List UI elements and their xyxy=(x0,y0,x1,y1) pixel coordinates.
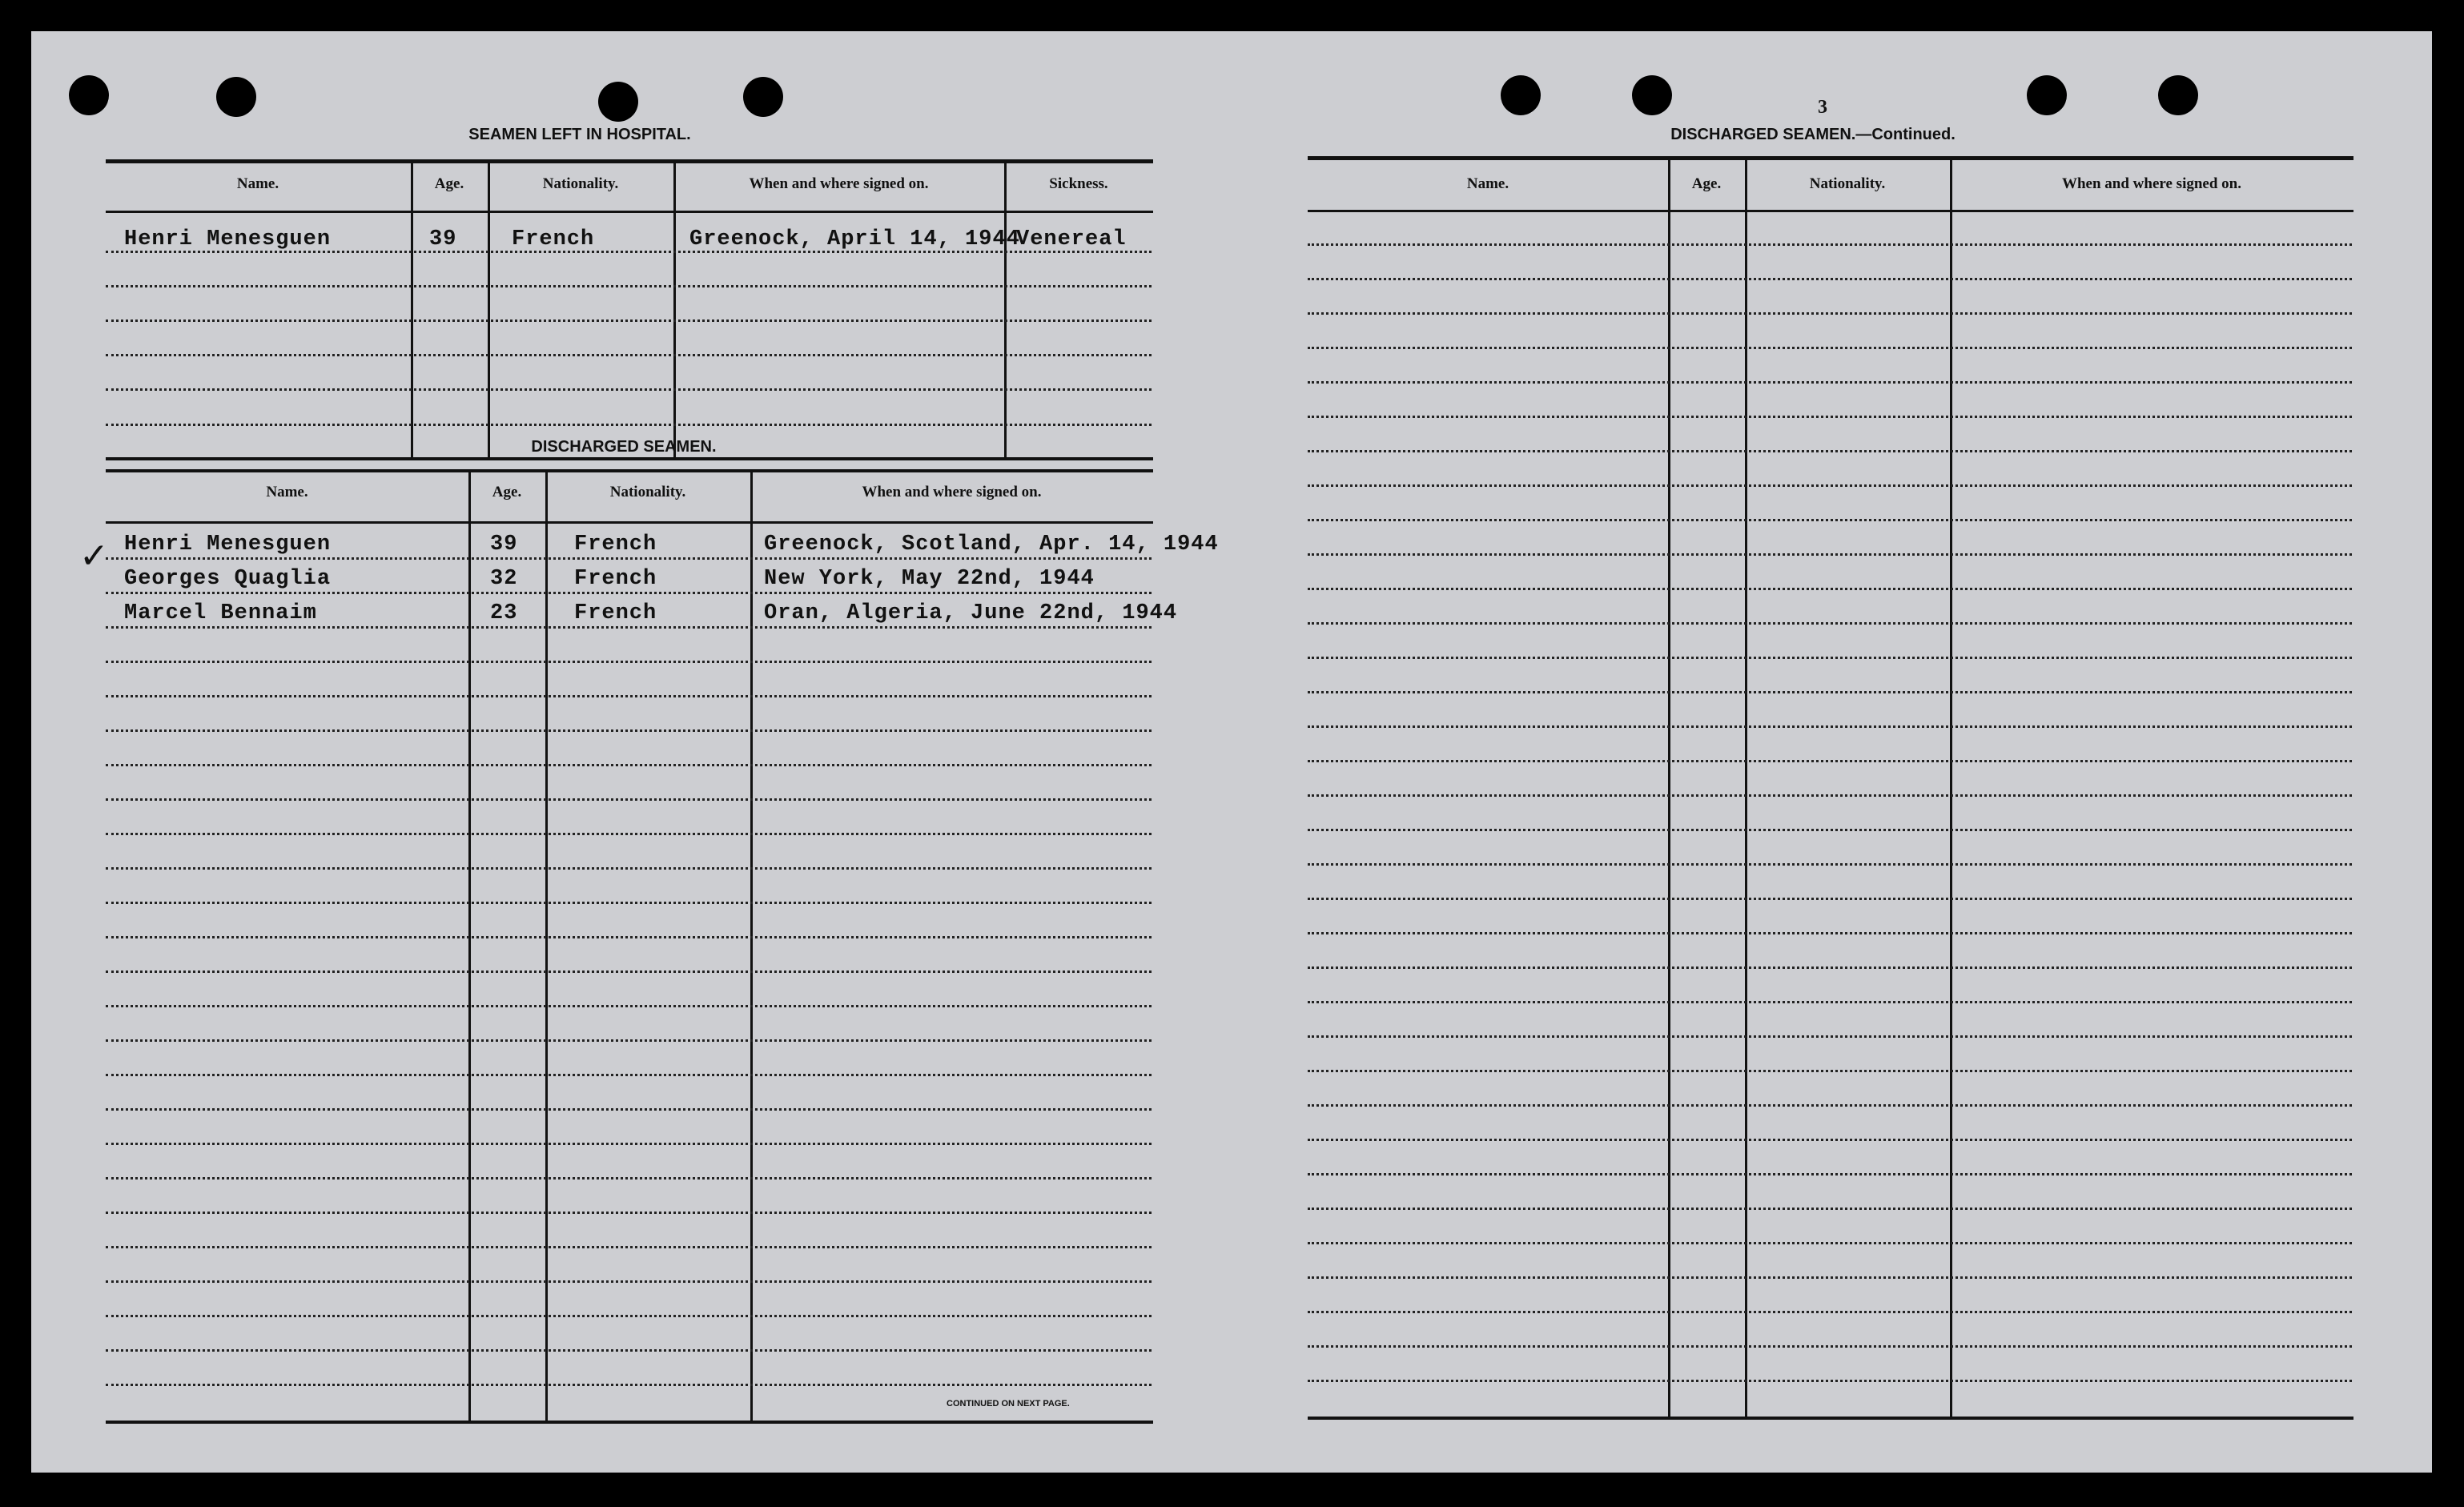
ruled-line xyxy=(1308,1208,2352,1210)
header-bottom-rule xyxy=(1308,210,2353,212)
discharged-row-signed-on: Greenock, Scotland, Apr. 14, 1944 xyxy=(764,532,1219,557)
ruled-line xyxy=(106,1074,1152,1076)
discharged-row-age: 32 xyxy=(490,567,518,591)
ruled-line xyxy=(1308,691,2352,693)
column-divider xyxy=(545,471,548,1421)
column-divider xyxy=(673,161,676,460)
binder-hole xyxy=(2158,75,2198,115)
ruled-line xyxy=(1308,1035,2352,1038)
ruled-line xyxy=(1308,898,2352,900)
binder-hole xyxy=(69,75,109,115)
ruled-line xyxy=(106,1212,1152,1214)
ruled-line xyxy=(1308,519,2352,521)
hospital-row-age: 39 xyxy=(429,227,457,251)
discharged-row-nationality: French xyxy=(574,567,657,591)
table-bottom-rule xyxy=(106,457,1153,460)
right-header-name: Name. xyxy=(1466,175,1509,192)
ruled-line xyxy=(106,729,1152,732)
header-bottom-rule xyxy=(106,211,1153,213)
ruled-line xyxy=(106,1246,1152,1248)
ruled-line xyxy=(106,1349,1152,1352)
discharged-row-nationality: French xyxy=(574,532,657,557)
hospital-row-sickness: Venereal xyxy=(1016,227,1127,251)
ruled-line xyxy=(106,388,1152,391)
hospital-row-name: Henri Menesguen xyxy=(124,227,332,251)
discharged-header-nationality: Nationality. xyxy=(609,484,686,500)
binder-hole xyxy=(743,77,783,117)
ruled-line xyxy=(1308,1311,2352,1313)
ruled-line xyxy=(106,319,1152,322)
ruled-line xyxy=(1308,1139,2352,1141)
right-header-age: Age. xyxy=(1691,175,1722,192)
ruled-line xyxy=(1308,450,2352,452)
hospital-row-nationality: French xyxy=(512,227,595,251)
discharged-header-age: Age. xyxy=(492,484,522,500)
page-number: 3 xyxy=(1818,97,1827,118)
ruled-line xyxy=(1308,1242,2352,1244)
ruled-line xyxy=(1308,1173,2352,1175)
ruled-line xyxy=(1308,381,2352,384)
ruled-line xyxy=(1308,794,2352,797)
right-section-title: DISCHARGED SEAMEN.—Continued. xyxy=(1670,126,1956,143)
column-divider xyxy=(1004,161,1007,460)
ruled-line xyxy=(106,936,1152,938)
discharged-row-name: Henri Menesguen xyxy=(124,532,332,557)
ruled-line xyxy=(1308,725,2352,728)
ruled-line xyxy=(106,354,1152,356)
ruled-line xyxy=(1308,416,2352,418)
column-divider xyxy=(750,471,753,1421)
ruled-line xyxy=(106,1177,1152,1179)
binder-hole xyxy=(598,82,638,122)
column-divider xyxy=(411,161,413,460)
discharged-row-age: 39 xyxy=(490,532,518,557)
continued-footer: CONTINUED ON NEXT PAGE. xyxy=(947,1399,1070,1409)
table-bottom-rule xyxy=(1308,1417,2353,1420)
document-sheet xyxy=(31,31,2432,1473)
ruled-line xyxy=(106,557,1152,560)
ruled-line xyxy=(106,902,1152,904)
header-bottom-rule xyxy=(106,521,1153,524)
ruled-line xyxy=(1308,312,2352,315)
ruled-line xyxy=(1308,863,2352,866)
ruled-line xyxy=(106,1280,1152,1283)
ruled-line xyxy=(106,1384,1152,1386)
column-divider xyxy=(488,161,490,460)
ruled-line xyxy=(106,285,1152,287)
hospital-row-signed-on: Greenock, April 14, 1944 xyxy=(689,227,1020,251)
ruled-line xyxy=(1308,1345,2352,1348)
ruled-line xyxy=(1308,622,2352,625)
ruled-line xyxy=(1308,553,2352,556)
discharged-header-signed-on: When and where signed on. xyxy=(862,484,1042,500)
binder-hole xyxy=(2027,75,2067,115)
ruled-line xyxy=(1308,1276,2352,1279)
ruled-line xyxy=(106,1315,1152,1317)
ruled-line xyxy=(106,764,1152,766)
ruled-line xyxy=(106,661,1152,663)
hospital-header-nationality: Nationality. xyxy=(542,175,619,192)
ruled-line xyxy=(1308,1380,2352,1382)
binder-hole xyxy=(1632,75,1672,115)
ruled-line xyxy=(106,867,1152,870)
ruled-line xyxy=(106,1108,1152,1111)
hospital-section-title: SEAMEN LEFT IN HOSPITAL. xyxy=(468,126,691,143)
discharged-header-name: Name. xyxy=(266,484,308,500)
hospital-header-name: Name. xyxy=(236,175,279,192)
table-top-rule xyxy=(1308,156,2353,160)
ruled-line xyxy=(1308,1104,2352,1107)
hospital-header-sickness: Sickness. xyxy=(1049,175,1108,192)
ruled-line xyxy=(1308,760,2352,762)
ruled-line xyxy=(1308,484,2352,487)
discharged-row-name: Georges Quaglia xyxy=(124,567,332,591)
discharged-row-name: Marcel Bennaim xyxy=(124,601,317,625)
ruled-line xyxy=(106,1039,1152,1042)
right-header-nationality: Nationality. xyxy=(1809,175,1886,192)
discharged-row-nationality: French xyxy=(574,601,657,625)
discharged-section-title: DISCHARGED SEAMEN. xyxy=(531,438,717,456)
ruled-line xyxy=(1308,1070,2352,1072)
ruled-line xyxy=(106,626,1152,629)
discharged-row-signed-on: Oran, Algeria, June 22nd, 1944 xyxy=(764,601,1178,625)
ruled-line xyxy=(106,424,1152,426)
ruled-line xyxy=(106,592,1152,594)
ruled-line xyxy=(106,695,1152,697)
binder-hole xyxy=(1501,75,1541,115)
ruled-line xyxy=(1308,932,2352,934)
binder-hole xyxy=(216,77,256,117)
hospital-header-age: Age. xyxy=(434,175,464,192)
ruled-line xyxy=(106,833,1152,835)
ruled-line xyxy=(1308,243,2352,246)
hospital-header-signed-on: When and where signed on. xyxy=(749,175,929,192)
ruled-line xyxy=(1308,657,2352,659)
ruled-line xyxy=(1308,347,2352,349)
ruled-line xyxy=(106,1143,1152,1145)
discharged-row-age: 23 xyxy=(490,601,518,625)
right-header-signed-on: When and where signed on. xyxy=(2061,175,2241,192)
ruled-line xyxy=(1308,588,2352,590)
table-top-rule xyxy=(106,159,1153,163)
table-bottom-rule xyxy=(106,1421,1153,1424)
ruled-line xyxy=(106,798,1152,801)
column-divider xyxy=(468,471,471,1421)
ruled-line xyxy=(106,1005,1152,1007)
ruled-line xyxy=(1308,278,2352,280)
ruled-line xyxy=(1308,1001,2352,1003)
ruled-line xyxy=(106,971,1152,973)
table-top-rule xyxy=(106,469,1153,472)
ruled-line xyxy=(1308,829,2352,831)
check-mark: ✓ xyxy=(79,536,109,577)
discharged-row-signed-on: New York, May 22nd, 1944 xyxy=(764,567,1095,591)
ruled-line xyxy=(1308,966,2352,969)
